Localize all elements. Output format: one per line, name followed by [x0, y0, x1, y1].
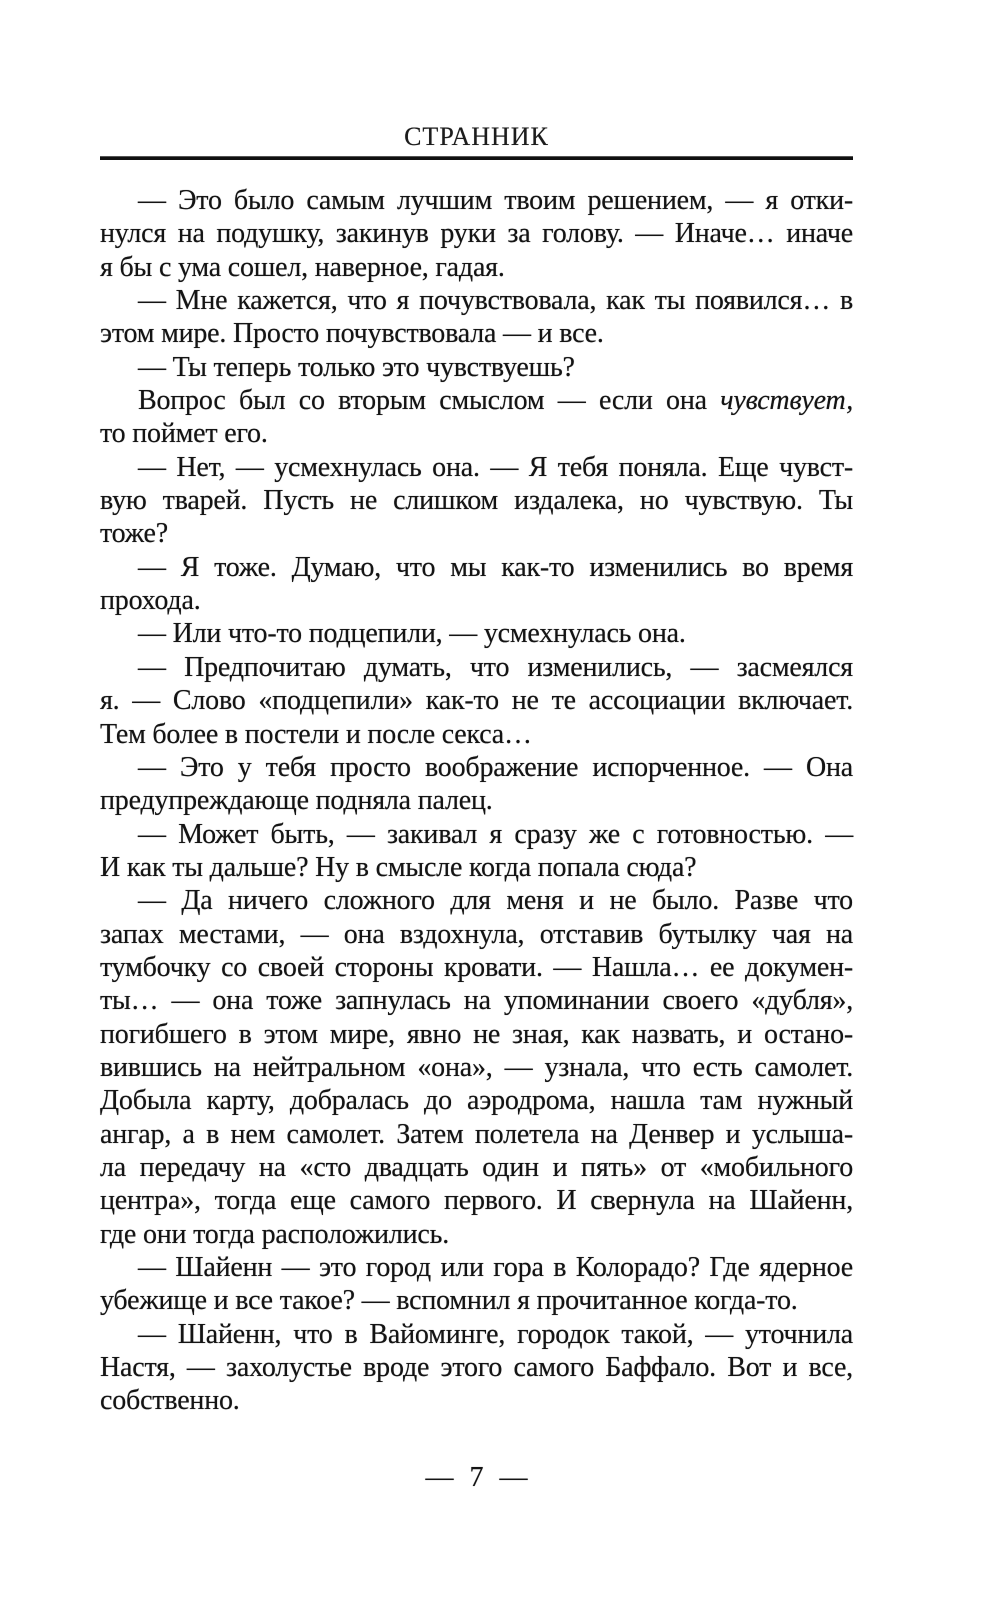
- text-line: [100, 451, 853, 484]
- paragraph: [100, 1318, 853, 1418]
- running-header: [100, 122, 853, 152]
- paragraph: [100, 384, 853, 451]
- text-line: [100, 317, 853, 350]
- paragraph: [100, 818, 853, 885]
- text-line: [100, 784, 853, 817]
- paragraph: [100, 451, 853, 551]
- text-line: [100, 417, 853, 450]
- text-segment: — Да ничего сложного для меня и не было. Разве что: [138, 885, 853, 917]
- page-title: СТРАННИК: [404, 122, 549, 151]
- text-segment: — Это у тебя просто воображение испорченное. — Она: [138, 751, 853, 783]
- text-segment: Настя, — захолустье вроде этого самого Баффало. Вот и все,: [100, 1352, 853, 1384]
- text-line: [100, 651, 853, 684]
- text-segment: — Я тоже. Думаю, что мы как-то изменились во время: [138, 551, 853, 583]
- text-segment: — Шайенн, что в Вайоминге, городок такой, — уточнила: [138, 1318, 853, 1350]
- text-segment: Тем более в постели и после секса…: [100, 718, 532, 750]
- text-segment: я. — Слово «подцепили» как-то не те ассоциации включает.: [100, 685, 853, 717]
- paragraph: [100, 751, 853, 818]
- paragraph: [100, 284, 853, 351]
- text-segment: где они тогда расположились.: [100, 1218, 449, 1250]
- text-segment: собственно.: [100, 1385, 240, 1417]
- text-line: [100, 617, 853, 650]
- paragraph: [100, 884, 853, 1251]
- text-segment: — Может быть, — закивал я сразу же с готовностью. —: [138, 818, 853, 850]
- text-segment: И как ты дальше? Ну в смысле когда попала сюда?: [100, 851, 697, 883]
- text-line: [100, 1118, 853, 1151]
- text-segment: нулся на подушку, закинув руки за голову. — Иначе… иначе: [100, 218, 853, 250]
- text-line: [100, 1018, 853, 1051]
- text-line: [100, 551, 853, 584]
- text-segment: вую тварей. Пусть не слишком издалека, но чувствую. Ты: [100, 485, 853, 517]
- text-segment: запах местами, — она вздохнула, отставив бутылку чая на: [100, 918, 853, 950]
- text-line: [100, 684, 853, 717]
- text-line: [100, 984, 853, 1017]
- text-segment: предупреждающе подняла палец.: [100, 785, 493, 817]
- text-segment: — Ты теперь только это чувствуешь?: [138, 351, 575, 383]
- text-line: [100, 584, 853, 617]
- paragraph: [100, 184, 853, 284]
- text-segment: тоже?: [100, 518, 169, 550]
- text-line: [100, 251, 853, 284]
- text-line: [100, 884, 853, 917]
- paragraph: [100, 551, 853, 618]
- text-segment: ла передачу на «сто двадцать один и пять» от «мобильного: [100, 1151, 853, 1183]
- text-segment: ангар, а в нем самолет. Затем полетела на Денвер и услыша-: [100, 1118, 853, 1150]
- text-segment: я бы с ума сошел, наверное, гадая.: [100, 251, 505, 283]
- text-segment: прохода.: [100, 585, 201, 617]
- text-segment: — Мне кажется, что я почувствовала, как ты появился… в: [138, 285, 853, 317]
- page-number: — 7 —: [425, 1462, 528, 1493]
- text-line: [100, 284, 853, 317]
- text-line: [100, 217, 853, 250]
- paragraph: [100, 651, 853, 751]
- text-line: [100, 484, 853, 517]
- paragraph: [100, 617, 853, 650]
- text-line: [100, 517, 853, 550]
- text-line: [100, 1084, 853, 1117]
- text-line: [100, 1351, 853, 1384]
- text-line: [100, 184, 853, 217]
- text-segment: то поймет его.: [100, 418, 268, 450]
- text-segment: центра», тогда еще самого первого. И свернула на Шайенн,: [100, 1185, 853, 1217]
- text-segment: — Это было самым лучшим твоим решением, — я отки-: [138, 185, 853, 216]
- text-line: [100, 1384, 853, 1417]
- text-line: [100, 1184, 853, 1217]
- text-line: [100, 1318, 853, 1351]
- text-segment: — Предпочитаю думать, что изменились, — засмеялся: [138, 651, 853, 683]
- text-segment: ты… — она тоже запнулась на упоминании своего «дубля»,: [100, 985, 853, 1017]
- header-rule: [100, 156, 853, 160]
- text-line: [100, 718, 853, 751]
- text-segment: — Нет, — усмехнулась она. — Я тебя поняла. Еще чувст-: [138, 451, 853, 483]
- text-line: [100, 751, 853, 784]
- text-segment: вившись на нейтральном «она», — узнала, что есть самолет.: [100, 1051, 853, 1083]
- text-line: [100, 1284, 853, 1317]
- text-segment: — Шайенн — это город или гора в Колорадо? Где ядерное: [138, 1252, 853, 1283]
- text-segment: — Или что-то подцепили, — усмехнулась она.: [138, 618, 686, 650]
- text-segment: Добыла карту, добралась до аэродрома, нашла там нужный: [100, 1085, 853, 1117]
- text-line: [100, 818, 853, 851]
- text-line: [100, 1218, 853, 1251]
- text-line: [100, 1151, 853, 1184]
- text-segment: Вопрос был со вторым смыслом — если она: [138, 385, 721, 417]
- body-text: [100, 184, 853, 1418]
- text-line: [100, 1051, 853, 1084]
- text-line: [100, 918, 853, 951]
- paragraph: [100, 1251, 853, 1318]
- text-segment: погибшего в этом мире, явно не зная, как назвать, и остано-: [100, 1018, 853, 1050]
- text-line: [100, 351, 853, 384]
- text-line: [100, 1251, 853, 1284]
- text-line: [100, 951, 853, 984]
- italic-text: чувствует,: [720, 385, 853, 417]
- text-segment: убежище и все такое? — вспомнил я прочитанное когда-то.: [100, 1285, 798, 1317]
- text-segment: тумбочку со своей стороны кровати. — Нашла… ее докумен-: [100, 951, 853, 983]
- text-line: [100, 384, 853, 417]
- text-segment: этом мире. Просто почувствовала — и все.: [100, 318, 604, 350]
- text-line: [100, 851, 853, 884]
- paragraph: [100, 351, 853, 384]
